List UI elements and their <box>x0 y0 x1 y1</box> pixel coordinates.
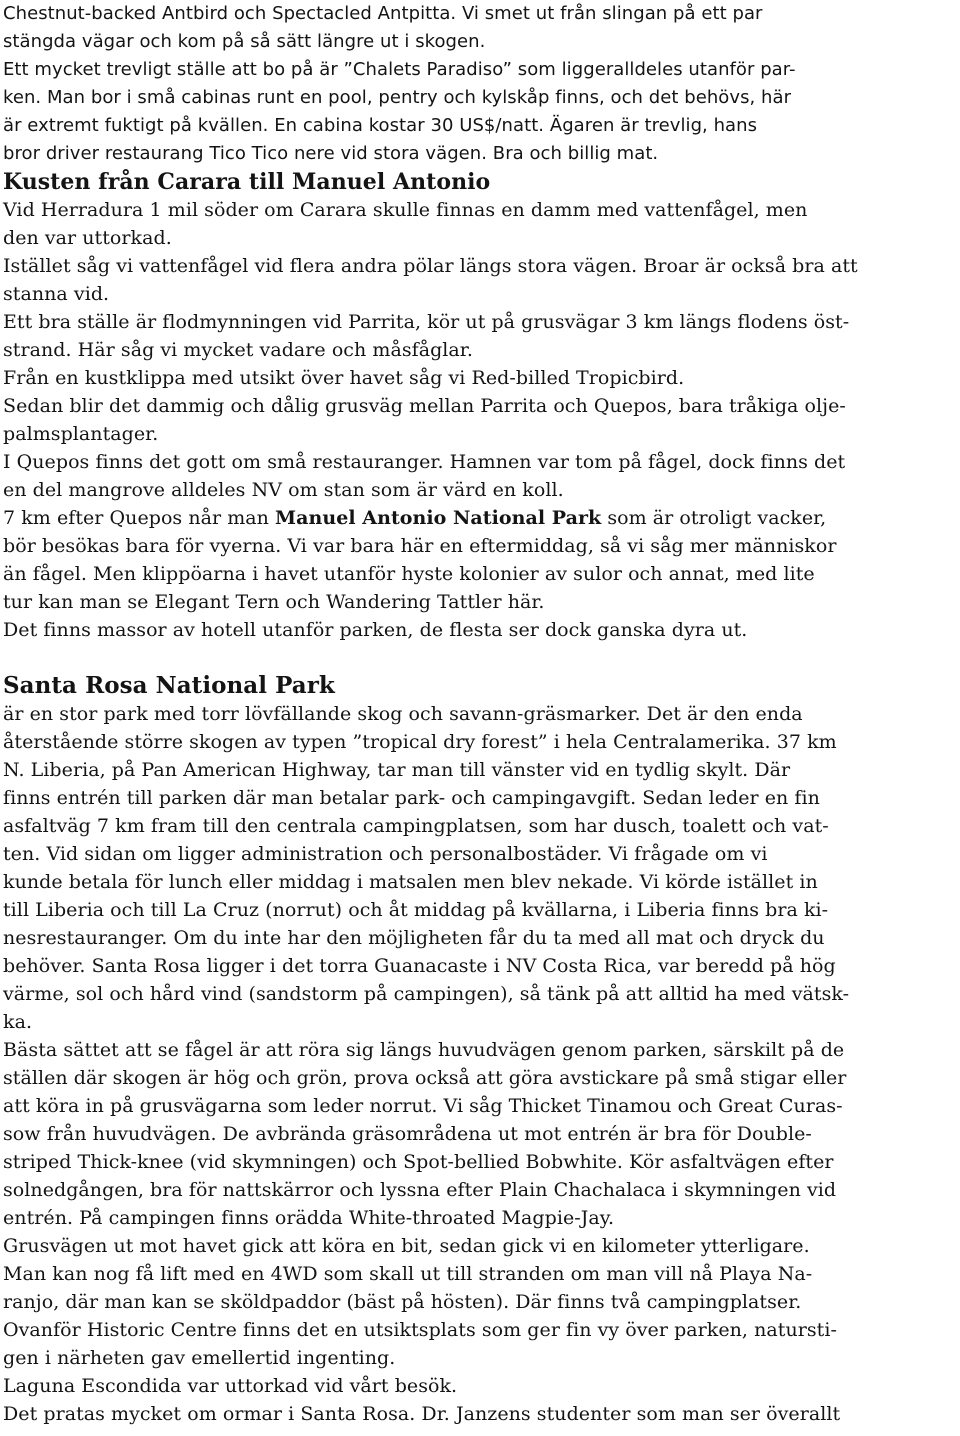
text-line: ten. Vid sidan om ligger administration och personalbostäder. Vi frågade om vi <box>3 843 768 865</box>
text-line: Man kan nog få lift med en 4WD som skall ut till stranden om man vill nå Playa Na- <box>3 1263 813 1285</box>
text-line: Det finns massor av hotell utanför parken, de flesta ser dock ganska dyra ut. <box>3 619 748 641</box>
text-line: Chestnut-backed Antbird och Spectacled Antpitta. Vi smet ut från slingan på ett par <box>3 3 763 24</box>
text-line: Från en kustklippa med utsikt över havet såg vi Red-billed Tropicbird. <box>3 367 685 389</box>
text-line: en del mangrove alldeles NV om stan som är värd en koll. <box>3 479 564 501</box>
text-line: asfaltväg 7 km fram till den centrala campingplatsen, som har dusch, toalett och vat- <box>3 815 829 837</box>
text-line: nesrestauranger. Om du inte har den möjligheten får du ta med all mat och dryck du <box>3 927 825 949</box>
text-line: ranjo, där man kan se sköldpaddor (bäst på hösten). Där finns två campingplatser. <box>3 1291 802 1313</box>
text-line: ställen där skogen är hög och grön, prova också att göra avstickare på små stigar eller <box>3 1067 847 1089</box>
document-page <box>3 0 955 1428</box>
text-line: sow från huvudvägen. De avbrända gräsområdena ut mot entrén är bra för Double- <box>3 1123 812 1145</box>
text-line: Bästa sättet att se fågel är att röra sig längs huvudvägen genom parken, särskilt på de <box>3 1039 845 1061</box>
text-line: Ett mycket trevligt ställe att bo på är ”Chalets Paradiso” som liggeralldeles utanför par- <box>3 59 796 80</box>
text-line: är extremt fuktigt på kvällen. En cabina kostar 30 US$/natt. Ägaren är trevlig, hans <box>3 115 758 136</box>
text-line: strand. Här såg vi mycket vadare och måsfåglar. <box>3 339 473 361</box>
text-line: värme, sol och hård vind (sandstorm på campingen), så tänk på att alltid ha med vätsk- <box>3 983 850 1005</box>
text-line: N. Liberia, på Pan American Highway, tar man till vänster vid en tydlig skylt. Där <box>3 759 791 781</box>
text-line: stanna vid. <box>3 283 110 305</box>
intro-section <box>3 0 955 168</box>
text-line: solnedgången, bra för nattskärror och lyssna efter Plain Chachalaca i skymningen vid <box>3 1179 837 1201</box>
text-line: bror driver restaurang Tico Tico nere vid stora vägen. Bra och billig mat. <box>3 143 659 164</box>
text-line: Vid Herradura 1 mil söder om Carara skulle finnas en damm med vattenfågel, men <box>3 199 808 221</box>
text-line: gen i närheten gav emellertid ingenting. <box>3 1347 396 1369</box>
section-heading: Kusten från Carara till Manuel Antonio <box>3 169 491 195</box>
text-line: Ovanför Historic Centre finns det en utsiktsplats som ger fin vy över parken, natursti- <box>3 1319 837 1341</box>
text-line: palmsplantager. <box>3 423 159 445</box>
text-line: ka. <box>3 1011 33 1033</box>
text-line: den var uttorkad. <box>3 227 172 249</box>
text-line: Laguna Escondida var uttorkad vid vårt besök. <box>3 1375 458 1397</box>
text-line: stängda vägar och kom på så sätt längre ut i skogen. <box>3 31 486 52</box>
text-line: tur kan man se Elegant Tern och Wandering Tattler här. <box>3 591 545 613</box>
text-line: finns entrén till parken där man betalar park- och campingavgift. Sedan leder en fin <box>3 787 820 809</box>
text-line: är en stor park med torr lövfällande skog och savann-gräsmarker. Det är den enda <box>3 703 803 725</box>
text-line: behöver. Santa Rosa ligger i det torra Guanacaste i NV Costa Rica, var beredd på hög <box>3 955 836 977</box>
park-name-bold: Manuel Antonio National Park <box>275 507 602 529</box>
text-line: Sedan blir det dammig och dålig grusväg mellan Parrita och Quepos, bara tråkiga olje- <box>3 395 846 417</box>
text-line: Istället såg vi vattenfågel vid flera andra pölar längs stora vägen. Broar är också bra att <box>3 255 858 277</box>
text-line: Grusvägen ut mot havet gick att köra en bit, sedan gick vi en kilometer ytterligare. <box>3 1235 810 1257</box>
text-line: I Quepos finns det gott om små restauranger. Hamnen var tom på fågel, dock finns det <box>3 451 846 473</box>
santa-rosa-section <box>3 672 955 1428</box>
kusten-section <box>3 168 955 644</box>
text-fragment: som är otroligt vacker, <box>607 507 827 529</box>
text-line: än fågel. Men klippöarna i havet utanför hyste kolonier av sulor och annat, med lite <box>3 563 815 585</box>
text-fragment: 7 km efter Quepos når man <box>3 507 269 529</box>
text-line: Ett bra ställe är flodmynningen vid Parrita, kör ut på grusvägar 3 km längs flodens öst- <box>3 311 850 333</box>
text-line: entrén. På campingen finns orädda White-throated Magpie-Jay. <box>3 1207 615 1229</box>
blank-line <box>3 644 955 672</box>
text-line: striped Thick-knee (vid skymningen) och Spot-bellied Bobwhite. Kör asfaltvägen efter <box>3 1151 834 1173</box>
text-line: ken. Man bor i små cabinas runt en pool, pentry och kylskåp finns, och det behövs, här <box>3 87 792 108</box>
text-line: Det pratas mycket om ormar i Santa Rosa. Dr. Janzens studenter som man ser överallt <box>3 1403 841 1425</box>
text-line: till Liberia och till La Cruz (norrut) och åt middag på kvällarna, i Liberia finns bra ki- <box>3 899 829 921</box>
text-line: kunde betala för lunch eller middag i matsalen men blev nekade. Vi körde istället in <box>3 871 818 893</box>
text-line: bör besökas bara för vyerna. Vi var bara här en eftermiddag, så vi såg mer människor <box>3 535 837 557</box>
text-line: återstående större skogen av typen ”tropical dry forest” i hela Centralamerika. 37 km <box>3 731 837 753</box>
manuel-antonio-line <box>3 504 955 532</box>
section-heading: Santa Rosa National Park <box>3 672 335 699</box>
text-line: att köra in på grusvägarna som leder norrut. Vi såg Thicket Tinamou och Great Curas- <box>3 1095 843 1117</box>
